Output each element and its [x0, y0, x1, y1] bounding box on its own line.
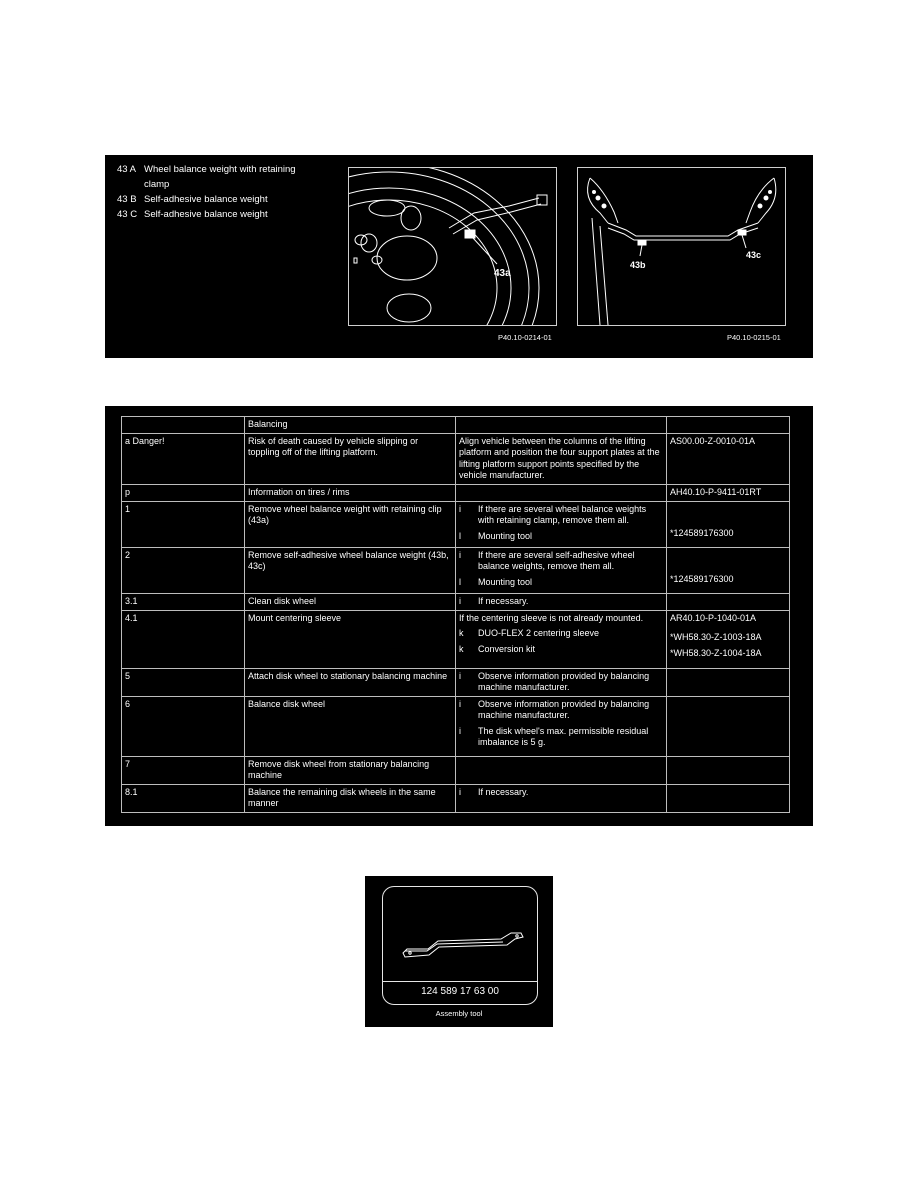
reference-cell	[667, 696, 790, 756]
tool-reference: *124589176300	[670, 527, 734, 538]
notes-cell	[456, 593, 667, 610]
table-row	[122, 593, 790, 610]
note-symbol: i	[459, 670, 461, 681]
note-text: Mounting tool	[478, 576, 533, 587]
procedure-table-panel	[105, 406, 813, 826]
note-text: Observe information provided by balancing machine manufacturer.	[478, 670, 650, 692]
reference-cell	[667, 501, 790, 547]
reference-cell: AH40.10-P-9411-01RT	[667, 484, 790, 501]
header-cell	[456, 417, 667, 434]
header-cell: Balancing	[245, 417, 456, 434]
note-text: The disk wheel's max. permissible residual imbalance is 5 g.	[478, 725, 649, 747]
table-row	[122, 610, 790, 668]
note-symbol: l	[459, 576, 461, 587]
legend-item	[117, 162, 309, 192]
reference-cell: AS00.00-Z-0010-01A	[667, 433, 790, 484]
tool-reference: *124589176300	[670, 573, 734, 584]
table-row	[122, 784, 790, 812]
legend-code: 43 B	[117, 194, 137, 205]
assembly-tool-icon	[383, 887, 537, 982]
note-text: Mounting tool	[478, 530, 533, 541]
note-text: If necessary.	[478, 786, 529, 797]
note-line	[459, 550, 663, 573]
table-row	[122, 484, 790, 501]
note-symbol: i	[459, 786, 461, 797]
notes-cell	[456, 756, 667, 784]
action-cell: Balance disk wheel	[245, 696, 456, 756]
notes-cell	[456, 696, 667, 756]
step-cell: p	[122, 484, 245, 501]
note-line	[459, 787, 663, 799]
wheel-illustration	[348, 167, 557, 326]
tool-reference: *WH58.30-Z-1003-18A	[670, 632, 762, 642]
callout-43a: 43a	[494, 268, 511, 279]
note-symbol: i	[459, 503, 461, 514]
notes-cell	[456, 668, 667, 696]
tool-part-number: 124 589 17 63 00	[421, 986, 499, 997]
legend-list	[117, 162, 309, 222]
table-header-row	[122, 417, 790, 434]
notes-cell	[456, 784, 667, 812]
figure-legend-panel	[105, 155, 813, 358]
reference-cell	[667, 668, 790, 696]
note-line	[459, 699, 663, 722]
legend-text: Self-adhesive balance weight	[144, 209, 268, 220]
rim-section-illustration	[577, 167, 786, 326]
callout-43c: 43c	[746, 250, 762, 260]
note-line	[459, 596, 663, 608]
tool-label: Assembly tool	[435, 1009, 483, 1018]
note-text: If there are several wheel balance weights with retaining clamp, remove them all.	[478, 503, 647, 525]
action-cell: Remove wheel balance weight with retaining clip (43a)	[245, 501, 456, 547]
note-line	[459, 644, 663, 656]
note-line	[459, 504, 663, 527]
action-cell: Risk of death caused by vehicle slipping or toppling off of the lifting platform.	[245, 433, 456, 484]
figure-caption: P40.10-0214-01	[498, 333, 552, 342]
document-reference: AR40.10-P-1040-01A	[670, 612, 757, 623]
action-cell: Information on tires / rims	[245, 484, 456, 501]
note-symbol: k	[459, 628, 464, 638]
action-cell: Remove disk wheel from stationary balancing machine	[245, 756, 456, 784]
table-row	[122, 433, 790, 484]
tool-panel	[365, 876, 553, 1027]
action-cell: Mount centering sleeve	[245, 610, 456, 668]
notes-cell	[456, 433, 667, 484]
step-cell: 2	[122, 547, 245, 593]
notes-cell	[456, 547, 667, 593]
step-cell: 3.1	[122, 593, 245, 610]
tool-card	[382, 886, 538, 1005]
note-symbol: k	[459, 643, 464, 654]
legend-text: Wheel balance weight with retaining clamp	[144, 164, 296, 190]
header-cell	[667, 417, 790, 434]
tool-reference: *WH58.30-Z-1004-18A	[670, 647, 762, 658]
table-row	[122, 756, 790, 784]
legend-code: 43 A	[117, 164, 137, 175]
note-text: If necessary.	[478, 595, 529, 606]
notes-cell	[456, 610, 667, 668]
reference-cell	[667, 610, 790, 668]
note-symbol: i	[459, 595, 461, 606]
legend-code: 43 C	[117, 209, 138, 220]
figure-caption: P40.10-0215-01	[727, 333, 781, 342]
note-line	[459, 726, 663, 749]
action-cell: Remove self-adhesive wheel balance weight (43b, 43c)	[245, 547, 456, 593]
step-cell: 5	[122, 668, 245, 696]
table-row	[122, 696, 790, 756]
note-line	[459, 577, 663, 589]
step-cell: 7	[122, 756, 245, 784]
note-text: Observe information provided by balancing machine manufacturer.	[478, 698, 650, 720]
notes-cell	[456, 501, 667, 547]
procedure-table	[121, 416, 790, 813]
note-line	[459, 671, 663, 694]
note-symbol: l	[459, 530, 461, 541]
note-text: DUO-FLEX 2 centering sleeve	[478, 628, 600, 638]
legend-item	[117, 207, 309, 222]
note-symbol: i	[459, 549, 461, 560]
step-cell: 8.1	[122, 784, 245, 812]
reference-cell	[667, 756, 790, 784]
reference-cell	[667, 547, 790, 593]
reference-cell	[667, 784, 790, 812]
step-cell: 4.1	[122, 610, 245, 668]
note-line	[459, 531, 663, 543]
step-cell: 6	[122, 696, 245, 756]
legend-text: Self-adhesive balance weight	[144, 194, 268, 205]
tool-divider	[383, 981, 537, 982]
legend-item	[117, 192, 309, 207]
callout-43b: 43b	[630, 260, 646, 270]
step-cell: 1	[122, 501, 245, 547]
notes-cell	[456, 484, 667, 501]
note-text: Align vehicle between the columns of the lifting platform and position the four support plates at the lifting platform support points specified by the vehicle manufacturer.	[459, 435, 660, 480]
note-text: Conversion kit	[478, 643, 536, 654]
action-cell: Attach disk wheel to stationary balancing machine	[245, 668, 456, 696]
table-row	[122, 501, 790, 547]
note-line	[459, 628, 663, 640]
note-text: If the centering sleeve is not already mounted.	[459, 612, 644, 623]
step-cell: a Danger!	[122, 433, 245, 484]
action-cell: Balance the remaining disk wheels in the same manner	[245, 784, 456, 812]
table-row	[122, 547, 790, 593]
header-cell	[122, 417, 245, 434]
note-symbol: i	[459, 725, 461, 736]
table-row	[122, 668, 790, 696]
reference-cell	[667, 593, 790, 610]
action-cell: Clean disk wheel	[245, 593, 456, 610]
note-text: If there are several self-adhesive wheel balance weights, remove them all.	[478, 549, 635, 571]
note-symbol: i	[459, 698, 461, 709]
